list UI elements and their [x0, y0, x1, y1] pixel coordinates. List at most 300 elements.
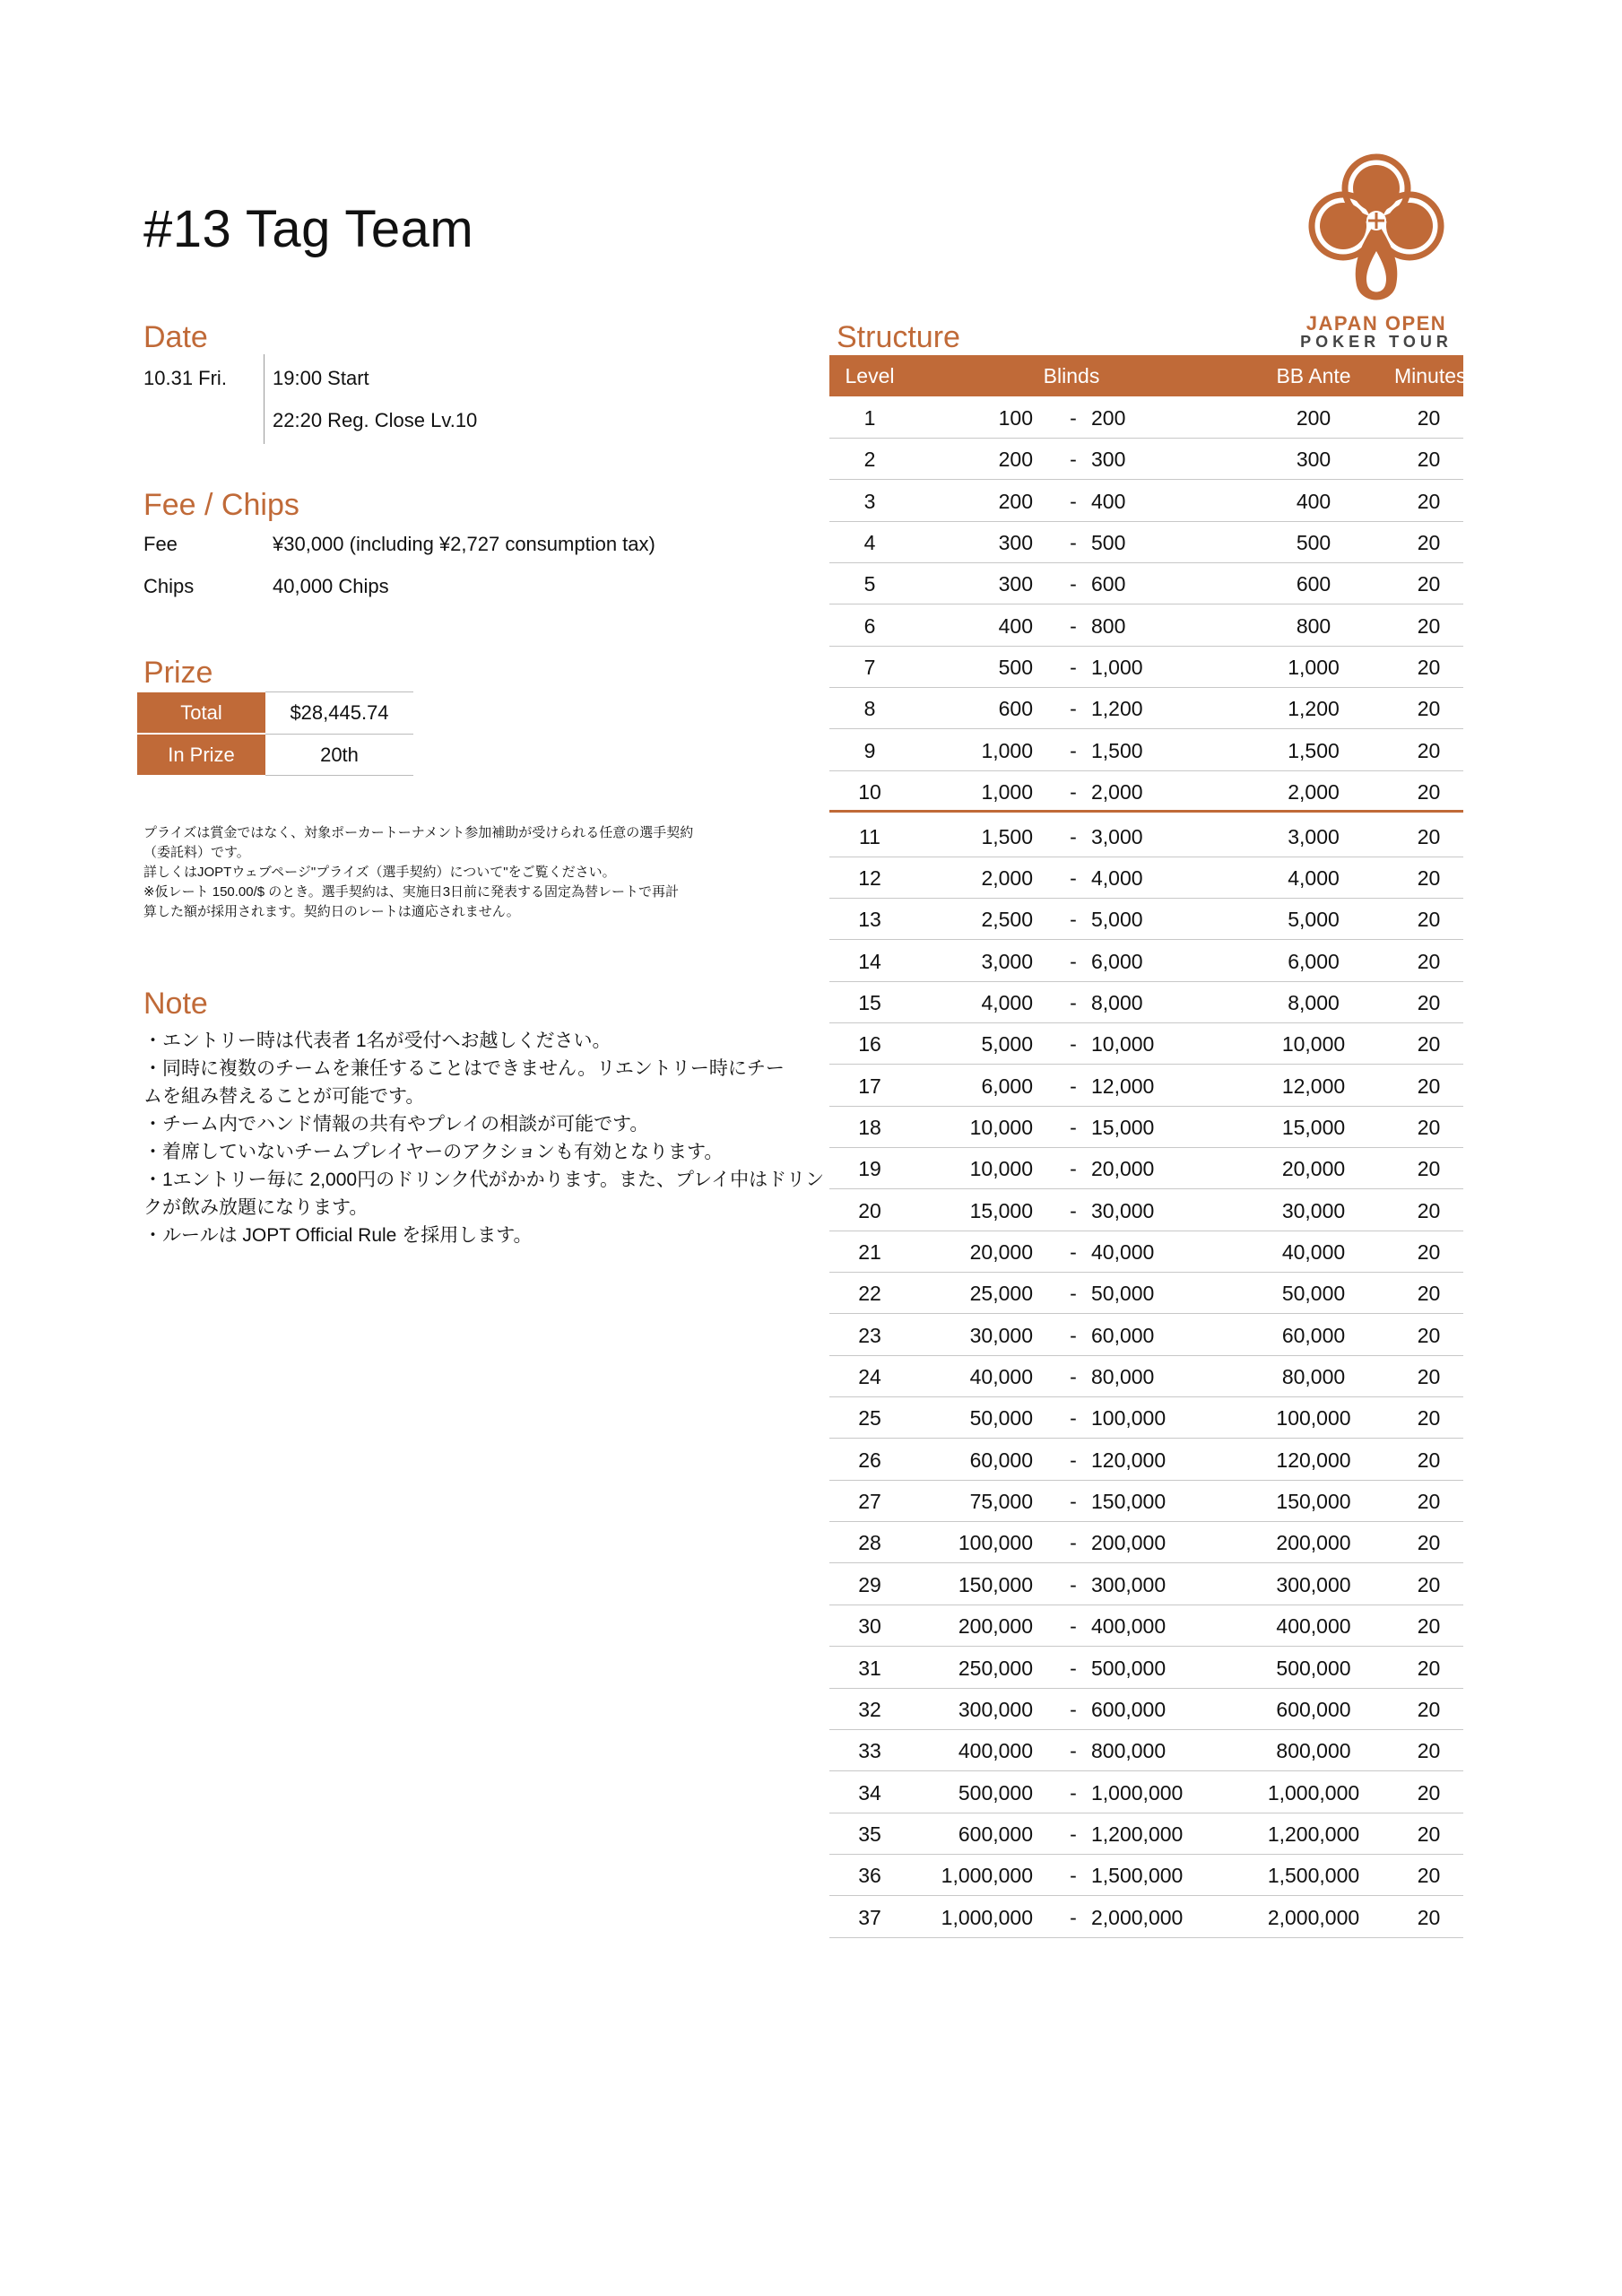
- bb-ante-cell: 40,000: [1281, 1240, 1346, 1264]
- blind-separator: -: [1070, 1074, 1077, 1098]
- big-blind-cell: 500,000: [1091, 1656, 1167, 1680]
- structure-row: [829, 771, 1463, 813]
- small-blind-cell: 1,000,000: [941, 1864, 1033, 1888]
- blind-separator: -: [1070, 1365, 1077, 1389]
- bb-ante-cell: 200: [1296, 406, 1331, 430]
- structure-row: [829, 439, 1463, 480]
- small-blind-cell: 600,000: [958, 1822, 1033, 1846]
- minutes-cell: 20: [1417, 1780, 1441, 1805]
- blind-separator: -: [1070, 1822, 1077, 1846]
- big-blind-cell: 200,000: [1091, 1531, 1167, 1555]
- blind-separator: -: [1070, 1864, 1077, 1888]
- structure-row: [829, 1397, 1463, 1439]
- small-blind-cell: 10,000: [969, 1157, 1033, 1181]
- minutes-cell: 20: [1417, 697, 1441, 721]
- blind-separator: -: [1070, 908, 1077, 932]
- blind-separator: -: [1070, 1323, 1077, 1347]
- small-blind-cell: 100: [998, 406, 1033, 430]
- blind-separator: -: [1070, 1905, 1077, 1929]
- logo-text-line2: POKER TOUR: [1300, 333, 1453, 351]
- small-blind-cell: 300: [998, 572, 1033, 596]
- big-blind-cell: 1,200,000: [1091, 1822, 1184, 1846]
- prize-disclaimer: [143, 823, 771, 922]
- blind-separator: -: [1070, 448, 1077, 472]
- structure-row: [829, 857, 1463, 899]
- level-cell: 17: [858, 1074, 881, 1098]
- structure-row: [829, 1522, 1463, 1563]
- small-blind-cell: 200: [998, 489, 1033, 513]
- big-blind-cell: 15,000: [1091, 1115, 1155, 1139]
- small-blind-cell: 500: [998, 656, 1033, 680]
- blind-separator: -: [1070, 1490, 1077, 1514]
- small-blind-cell: 200: [998, 448, 1033, 472]
- event-day: 10.31 Fri.: [143, 367, 227, 389]
- big-blind-cell: 1,000: [1091, 656, 1143, 680]
- bb-ante-cell: 1,200: [1288, 697, 1340, 721]
- structure-header-row: [829, 355, 1467, 396]
- structure-row: [829, 1648, 1463, 1689]
- structure-row: [829, 1065, 1463, 1107]
- level-cell: 29: [858, 1572, 881, 1596]
- bb-ante-cell: 4,000: [1288, 865, 1340, 890]
- big-blind-cell: 1,200: [1091, 697, 1143, 721]
- bb-ante-cell: 800: [1296, 613, 1331, 638]
- big-blind-cell: 20,000: [1091, 1157, 1155, 1181]
- prize-total-row: [137, 692, 413, 733]
- level-cell: 13: [858, 908, 881, 932]
- bb-ante-cell: 30,000: [1281, 1198, 1346, 1222]
- structure-row: [829, 688, 1463, 729]
- structure-row: [829, 1148, 1463, 1189]
- prize-total-label: Total: [137, 692, 265, 733]
- bb-ante-cell: 12,000: [1281, 1074, 1346, 1098]
- bb-ante-cell: 10,000: [1281, 1032, 1346, 1057]
- level-cell: 14: [858, 949, 881, 973]
- blind-separator: -: [1070, 1614, 1077, 1639]
- big-blind-cell: 100,000: [1091, 1406, 1167, 1431]
- level-cell: 37: [858, 1905, 881, 1929]
- level-cell: 36: [858, 1864, 881, 1888]
- structure-row: [829, 1730, 1463, 1771]
- big-blind-cell: 2,000,000: [1091, 1905, 1184, 1929]
- row-divider: [829, 1937, 1463, 1938]
- bb-ante-cell: 800,000: [1276, 1739, 1351, 1763]
- small-blind-cell: 2,000: [981, 865, 1033, 890]
- small-blind-cell: 15,000: [969, 1198, 1033, 1222]
- minutes-cell: 20: [1417, 1656, 1441, 1680]
- level-cell: 2: [863, 448, 876, 472]
- bb-ante-cell: 500,000: [1276, 1656, 1351, 1680]
- structure-row: [829, 522, 1463, 563]
- bb-ante-cell: 150,000: [1276, 1490, 1351, 1514]
- structure-row: [829, 605, 1463, 647]
- small-blind-cell: 1,000: [981, 738, 1033, 762]
- big-blind-cell: 60,000: [1091, 1323, 1155, 1347]
- small-blind-cell: 2,500: [981, 908, 1033, 932]
- disclaimer-line: ※仮レート 150.00/$ のとき。選手契約は、実施日3日前に発表する固定為替レートで再計: [143, 884, 680, 900]
- minutes-cell: 20: [1417, 1822, 1441, 1846]
- blind-separator: -: [1070, 1115, 1077, 1139]
- big-blind-cell: 400,000: [1091, 1614, 1167, 1639]
- level-cell: 12: [858, 865, 881, 890]
- structure-row: [829, 816, 1463, 857]
- structure-row: [829, 1897, 1463, 1938]
- small-blind-cell: 40,000: [969, 1365, 1033, 1389]
- bb-ante-cell: 8,000: [1288, 990, 1340, 1014]
- structure-row: [829, 1481, 1463, 1522]
- level-cell: 15: [858, 990, 881, 1014]
- note-line: ・エントリー時は代表者 1名が受付へお越しください。: [143, 1031, 612, 1051]
- small-blind-cell: 10,000: [969, 1115, 1033, 1139]
- structure-row: [829, 941, 1463, 982]
- level-cell: 4: [863, 531, 876, 555]
- blind-separator: -: [1070, 1780, 1077, 1805]
- blind-separator: -: [1070, 1198, 1077, 1222]
- minutes-cell: 20: [1417, 572, 1441, 596]
- bb-ante-cell: 1,000: [1288, 656, 1340, 680]
- minutes-cell: 20: [1417, 1739, 1441, 1763]
- structure-row: [829, 1439, 1463, 1481]
- note-line: ・チーム内でハンド情報の共有やプレイの相談が可能です。: [143, 1114, 649, 1135]
- note-line: ・1エントリー毎に 2,000円のドリンク代がかかります。また、プレイ中はドリン: [143, 1170, 825, 1190]
- fee-value: ¥30,000 (including ¥2,727 consumption tax): [273, 533, 655, 555]
- bb-ante-cell: 3,000: [1288, 824, 1340, 848]
- level-cell: 5: [863, 572, 876, 596]
- small-blind-cell: 300,000: [958, 1697, 1033, 1721]
- minutes-cell: 20: [1417, 1157, 1441, 1181]
- structure-row: [829, 563, 1463, 604]
- big-blind-cell: 10,000: [1091, 1032, 1155, 1057]
- date-divider: [264, 354, 265, 444]
- big-blind-cell: 1,500: [1091, 738, 1143, 762]
- bb-ante-cell: 500: [1296, 531, 1331, 555]
- bb-ante-cell: 1,500,000: [1267, 1864, 1360, 1888]
- fee-label: Fee: [143, 533, 178, 555]
- big-blind-cell: 600,000: [1091, 1697, 1167, 1721]
- bb-ante-cell: 1,000,000: [1267, 1780, 1360, 1805]
- level-cell: 1: [863, 406, 876, 430]
- blind-separator: -: [1070, 1157, 1077, 1181]
- small-blind-cell: 500,000: [958, 1780, 1033, 1805]
- small-blind-cell: 400: [998, 613, 1033, 638]
- minutes-cell: 20: [1417, 865, 1441, 890]
- bb-ante-cell: 120,000: [1276, 1448, 1351, 1472]
- big-blind-cell: 50,000: [1091, 1282, 1155, 1306]
- disclaimer-line: 算した額が採用されます。契約日のレートは適応されません。: [143, 904, 520, 919]
- level-cell: 26: [858, 1448, 881, 1472]
- page-title: #13 Tag Team: [143, 200, 474, 258]
- big-blind-cell: 120,000: [1091, 1448, 1167, 1472]
- bb-ante-cell: 20,000: [1281, 1157, 1346, 1181]
- structure-row: [829, 647, 1463, 688]
- blind-separator: -: [1070, 1282, 1077, 1306]
- bb-ante-cell: 400: [1296, 489, 1331, 513]
- structure-row: [829, 1605, 1463, 1647]
- minutes-cell: 20: [1417, 1697, 1441, 1721]
- structure-row: [829, 1813, 1463, 1855]
- blind-separator: -: [1070, 1572, 1077, 1596]
- small-blind-cell: 1,500: [981, 824, 1033, 848]
- blind-separator: -: [1070, 1240, 1077, 1264]
- minutes-cell: 20: [1417, 780, 1441, 804]
- blind-separator: -: [1070, 1656, 1077, 1680]
- prize-in-prize-value: 20th: [320, 744, 359, 766]
- blind-separator: -: [1070, 1531, 1077, 1555]
- structure-row: [829, 730, 1463, 771]
- small-blind-cell: 75,000: [969, 1490, 1033, 1514]
- bb-ante-cell: 60,000: [1281, 1323, 1346, 1347]
- big-blind-cell: 200: [1091, 406, 1126, 430]
- bb-ante-cell: 1,500: [1288, 738, 1340, 762]
- fee-heading: Fee / Chips: [143, 488, 299, 522]
- blind-separator: -: [1070, 1406, 1077, 1431]
- level-cell: 32: [858, 1697, 881, 1721]
- big-blind-cell: 800: [1091, 613, 1126, 638]
- small-blind-cell: 4,000: [981, 990, 1033, 1014]
- bb-ante-cell: 200,000: [1276, 1531, 1351, 1555]
- start-time: 19:00 Start: [273, 367, 369, 389]
- bb-ante-cell: 300,000: [1276, 1572, 1351, 1596]
- structure-row: [829, 1356, 1463, 1397]
- reg-close-time: 22:20 Reg. Close Lv.10: [273, 409, 478, 431]
- level-cell: 27: [858, 1490, 881, 1514]
- level-cell: 8: [863, 697, 876, 721]
- minutes-cell: 20: [1417, 908, 1441, 932]
- level-cell: 22: [858, 1282, 881, 1306]
- big-blind-cell: 1,000,000: [1091, 1780, 1184, 1805]
- big-blind-cell: 6,000: [1091, 949, 1143, 973]
- minutes-cell: 20: [1417, 1572, 1441, 1596]
- minutes-cell: 20: [1417, 949, 1441, 973]
- prize-in-prize-row: [137, 735, 413, 775]
- blind-separator: -: [1070, 824, 1077, 848]
- note-line: ・着席していないチームプレイヤーのアクションも有効となります。: [143, 1142, 724, 1162]
- minutes-cell: 20: [1417, 1406, 1441, 1431]
- small-blind-cell: 30,000: [969, 1323, 1033, 1347]
- minutes-cell: 20: [1417, 613, 1441, 638]
- minutes-cell: 20: [1417, 448, 1441, 472]
- bb-ante-cell: 50,000: [1281, 1282, 1346, 1306]
- structure-row: [829, 1564, 1463, 1605]
- level-cell: 21: [858, 1240, 881, 1264]
- blind-separator: -: [1070, 1448, 1077, 1472]
- big-blind-cell: 3,000: [1091, 824, 1143, 848]
- level-cell: 30: [858, 1614, 881, 1639]
- blind-separator: -: [1070, 697, 1077, 721]
- small-blind-cell: 200,000: [958, 1614, 1033, 1639]
- small-blind-cell: 3,000: [981, 949, 1033, 973]
- level-cell: 16: [858, 1032, 881, 1057]
- disclaimer-line: プライズは賞金ではなく、対象ポーカートーナメント参加補助が受けられる任意の選手契約: [143, 825, 694, 840]
- minutes-cell: 20: [1417, 1198, 1441, 1222]
- minutes-cell: 20: [1417, 1240, 1441, 1264]
- blind-separator: -: [1070, 949, 1077, 973]
- level-cell: 35: [858, 1822, 881, 1846]
- minutes-cell: 20: [1417, 489, 1441, 513]
- chips-label: Chips: [143, 575, 195, 597]
- prize-in-prize-label: In Prize: [137, 735, 265, 775]
- note-heading: Note: [143, 987, 208, 1021]
- big-blind-cell: 8,000: [1091, 990, 1143, 1014]
- minutes-cell: 20: [1417, 824, 1441, 848]
- minutes-cell: 20: [1417, 1365, 1441, 1389]
- small-blind-cell: 600: [998, 697, 1033, 721]
- structure-row: [829, 1231, 1463, 1273]
- small-blind-cell: 400,000: [958, 1739, 1033, 1763]
- blind-separator: -: [1070, 738, 1077, 762]
- small-blind-cell: 5,000: [981, 1032, 1033, 1057]
- bb-ante-cell: 1,200,000: [1267, 1822, 1360, 1846]
- blind-separator: -: [1070, 406, 1077, 430]
- note-list: [143, 1027, 825, 1249]
- minutes-cell: 20: [1417, 1115, 1441, 1139]
- bb-ante-cell: 600,000: [1276, 1697, 1351, 1721]
- prize-bottom-rule: [265, 775, 413, 776]
- big-blind-cell: 30,000: [1091, 1198, 1155, 1222]
- big-blind-cell: 500: [1091, 531, 1126, 555]
- minutes-cell: 20: [1417, 738, 1441, 762]
- structure-row: [829, 1689, 1463, 1730]
- date-heading: Date: [143, 320, 208, 354]
- blind-separator: -: [1070, 613, 1077, 638]
- big-blind-cell: 1,500,000: [1091, 1864, 1184, 1888]
- bb-ante-cell: 15,000: [1281, 1115, 1346, 1139]
- jopt-logo: [1291, 151, 1462, 357]
- structure-row: [829, 481, 1463, 522]
- blind-separator: -: [1070, 572, 1077, 596]
- minutes-cell: 20: [1417, 531, 1441, 555]
- structure-row: [829, 1190, 1463, 1231]
- level-cell: 28: [858, 1531, 881, 1555]
- level-cell: 33: [858, 1739, 881, 1763]
- structure-heading: Structure: [837, 320, 960, 354]
- blind-separator: -: [1070, 1032, 1077, 1057]
- structure-row: [829, 1023, 1463, 1065]
- big-blind-cell: 40,000: [1091, 1240, 1155, 1264]
- blind-separator: -: [1070, 1697, 1077, 1721]
- col-minutes-header: Minutes: [1394, 364, 1467, 387]
- blind-separator: -: [1070, 780, 1077, 804]
- structure-row: [829, 1273, 1463, 1314]
- blind-separator: -: [1070, 990, 1077, 1014]
- small-blind-cell: 150,000: [958, 1572, 1033, 1596]
- logo-text-line1: JAPAN OPEN: [1305, 312, 1447, 335]
- level-cell: 3: [863, 489, 876, 513]
- big-blind-cell: 5,000: [1091, 908, 1143, 932]
- bb-ante-cell: 400,000: [1276, 1614, 1351, 1639]
- bb-ante-cell: 2,000,000: [1267, 1905, 1360, 1929]
- structure-row: [829, 899, 1463, 940]
- bb-ante-cell: 5,000: [1288, 908, 1340, 932]
- bb-ante-cell: 2,000: [1288, 780, 1340, 804]
- minutes-cell: 20: [1417, 1864, 1441, 1888]
- registration-close-rule: [829, 810, 1463, 813]
- level-cell: 9: [863, 738, 876, 762]
- structure-row: [829, 1315, 1463, 1356]
- small-blind-cell: 100,000: [958, 1531, 1033, 1555]
- prize-total-value: $28,445.74: [290, 701, 389, 724]
- level-cell: 18: [858, 1115, 881, 1139]
- bb-ante-cell: 600: [1296, 572, 1331, 596]
- big-blind-cell: 12,000: [1091, 1074, 1155, 1098]
- minutes-cell: 20: [1417, 1531, 1441, 1555]
- big-blind-cell: 800,000: [1091, 1739, 1167, 1763]
- club-logo-icon: [1307, 151, 1445, 310]
- structure-row: [829, 1772, 1463, 1813]
- big-blind-cell: 300: [1091, 448, 1126, 472]
- prize-heading: Prize: [143, 656, 213, 690]
- col-blinds-header: Blinds: [1043, 364, 1100, 387]
- structure-row: [829, 1107, 1463, 1148]
- big-blind-cell: 2,000: [1091, 780, 1143, 804]
- note-line: ・同時に複数のチームを兼任することはできません。リエントリー時にチー: [143, 1058, 785, 1079]
- structure-row: [829, 1855, 1463, 1896]
- big-blind-cell: 400: [1091, 489, 1126, 513]
- blind-separator: -: [1070, 865, 1077, 890]
- small-blind-cell: 50,000: [969, 1406, 1033, 1431]
- big-blind-cell: 80,000: [1091, 1365, 1155, 1389]
- blind-separator: -: [1070, 656, 1077, 680]
- level-cell: 10: [858, 780, 881, 804]
- blind-separator: -: [1070, 531, 1077, 555]
- blind-separator: -: [1070, 489, 1077, 513]
- structure-row: [829, 982, 1463, 1023]
- small-blind-cell: 1,000,000: [941, 1905, 1033, 1929]
- disclaimer-line: （委託料）です。: [143, 845, 250, 860]
- small-blind-cell: 6,000: [981, 1074, 1033, 1098]
- col-ante-header: BB Ante: [1276, 364, 1351, 387]
- minutes-cell: 20: [1417, 1448, 1441, 1472]
- level-cell: 23: [858, 1323, 881, 1347]
- minutes-cell: 20: [1417, 1490, 1441, 1514]
- small-blind-cell: 300: [998, 531, 1033, 555]
- minutes-cell: 20: [1417, 990, 1441, 1014]
- big-blind-cell: 150,000: [1091, 1490, 1167, 1514]
- minutes-cell: 20: [1417, 1282, 1441, 1306]
- bb-ante-cell: 80,000: [1281, 1365, 1346, 1389]
- small-blind-cell: 60,000: [969, 1448, 1033, 1472]
- bb-ante-cell: 300: [1296, 448, 1331, 472]
- minutes-cell: 20: [1417, 1323, 1441, 1347]
- note-line: クが飲み放題になります。: [143, 1197, 369, 1218]
- level-cell: 25: [858, 1406, 881, 1431]
- level-cell: 19: [858, 1157, 881, 1181]
- bb-ante-cell: 100,000: [1276, 1406, 1351, 1431]
- small-blind-cell: 25,000: [969, 1282, 1033, 1306]
- minutes-cell: 20: [1417, 1905, 1441, 1929]
- minutes-cell: 20: [1417, 1614, 1441, 1639]
- note-line: ムを組み替えることが可能です。: [143, 1086, 425, 1107]
- note-line: ・ルールは JOPT Official Rule を採用します。: [143, 1225, 533, 1246]
- bb-ante-cell: 6,000: [1288, 949, 1340, 973]
- big-blind-cell: 300,000: [1091, 1572, 1167, 1596]
- small-blind-cell: 250,000: [958, 1656, 1033, 1680]
- level-cell: 20: [858, 1198, 881, 1222]
- level-cell: 24: [858, 1365, 881, 1389]
- minutes-cell: 20: [1417, 656, 1441, 680]
- level-cell: 7: [863, 656, 876, 680]
- col-level-header: Level: [845, 364, 895, 387]
- level-cell: 11: [859, 824, 880, 848]
- blind-separator: -: [1070, 1739, 1077, 1763]
- level-cell: 31: [858, 1656, 881, 1680]
- disclaimer-line: 詳しくはJOPTウェブページ"プライズ（選手契約）について"をご覧ください。: [143, 865, 616, 880]
- level-cell: 34: [858, 1780, 881, 1805]
- structure-row: [829, 397, 1463, 439]
- minutes-cell: 20: [1417, 406, 1441, 430]
- small-blind-cell: 1,000: [981, 780, 1033, 804]
- small-blind-cell: 20,000: [969, 1240, 1033, 1264]
